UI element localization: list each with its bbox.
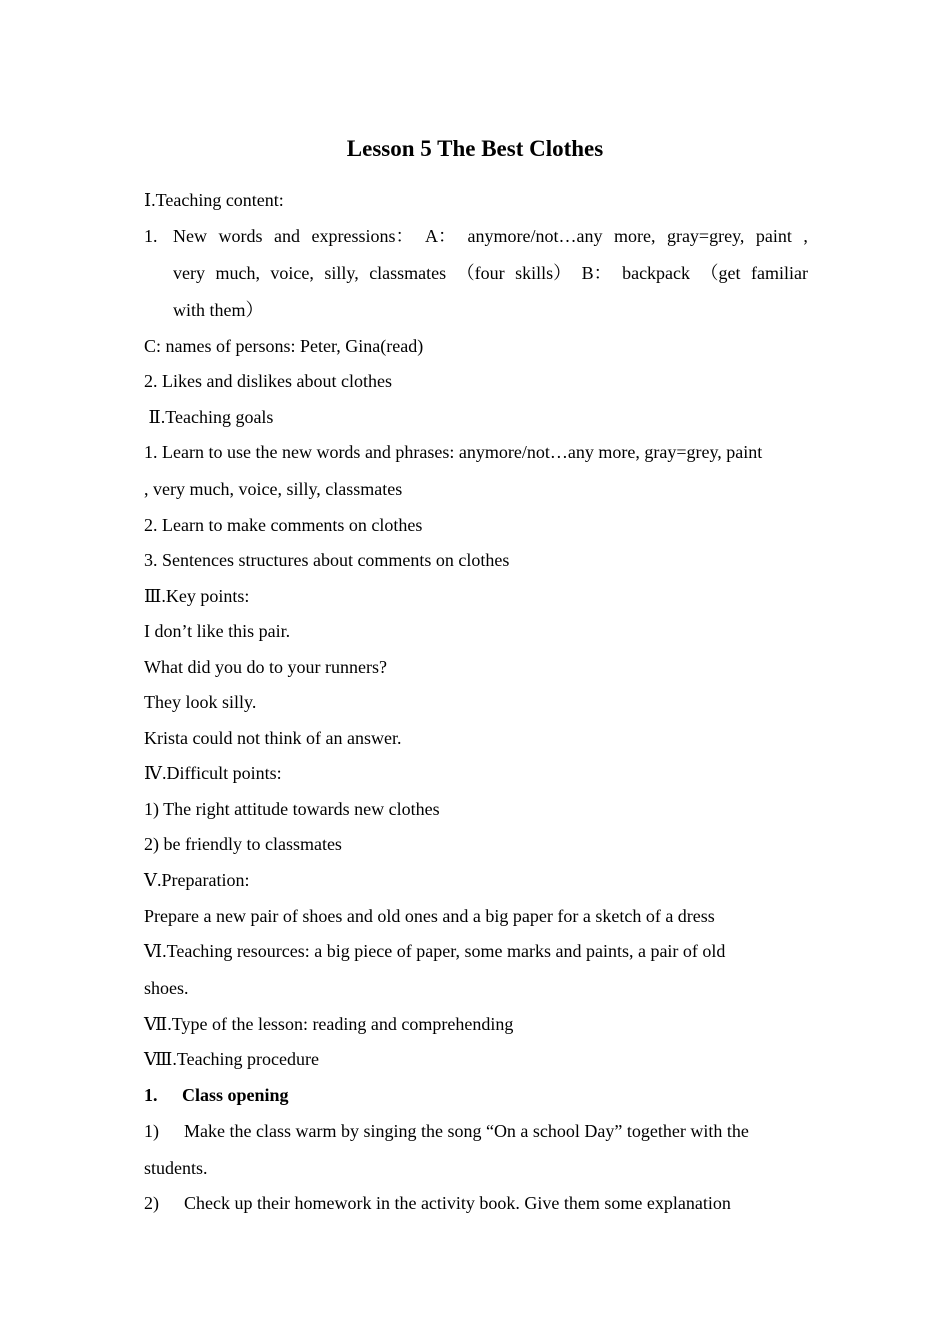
key-point-4: Krista could not think of an answer. (144, 728, 402, 748)
lesson-title: Lesson 5 The Best Clothes (346, 136, 604, 161)
word: expressions： (311, 226, 414, 246)
difficult-point-2: 2) be friendly to classmates (144, 834, 342, 854)
word: New (173, 226, 207, 246)
word: familiar (750, 263, 808, 283)
teaching-resources-line2: shoes. (144, 978, 189, 998)
sub1-number: 1) (144, 1121, 159, 1141)
item1-line1 (173, 224, 808, 248)
item-c: C: names of persons: Peter, Gina(read) (144, 336, 424, 356)
step1-label: Class opening (182, 1085, 289, 1105)
word: skills） (515, 263, 572, 283)
goal1-line1: 1. Learn to use the new words and phrases: anymore/not…any more, gray=grey, paint (144, 442, 763, 462)
lesson-type: Ⅶ.Type of the lesson: reading and comprehending (144, 1014, 514, 1034)
item1-line2 (173, 261, 808, 285)
teaching-procedure-heading: Ⅷ.Teaching procedure (144, 1049, 320, 1069)
word: gray=grey, (666, 226, 745, 246)
goal3: 3. Sentences structures about comments on clothes (144, 550, 510, 570)
preparation-text: Prepare a new pair of shoes and old ones and a big paper for a sketch of a dress (144, 906, 715, 926)
word: much, (215, 263, 260, 283)
key-point-1: I don’t like this pair. (144, 621, 291, 641)
preparation-heading: Ⅴ.Preparation: (144, 870, 250, 890)
goal2: 2. Learn to make comments on clothes (144, 515, 423, 535)
sub1-line1: Make the class warm by singing the song “On a school Day” together with the (184, 1121, 749, 1141)
word: silly, (324, 263, 359, 283)
word: A： (425, 226, 456, 246)
teaching-content-heading: Ⅰ.Teaching content: (144, 190, 284, 210)
item2: 2. Likes and dislikes about clothes (144, 371, 392, 391)
word: voice, (270, 263, 314, 283)
word: backpack (622, 263, 691, 283)
sub2-number: 2) (144, 1193, 159, 1213)
teaching-goals-heading: Ⅱ.Teaching goals (144, 407, 274, 427)
word: （get (700, 263, 741, 283)
key-point-3: They look silly. (144, 692, 257, 712)
teaching-resources-line1: Ⅵ.Teaching resources: a big piece of paper, some marks and paints, a pair of old (144, 941, 726, 961)
sub1-line2: students. (144, 1158, 208, 1178)
word: , (803, 226, 808, 246)
step1-number: 1. (144, 1085, 158, 1105)
key-point-2: What did you do to your runners? (144, 657, 387, 677)
word: more, (613, 226, 656, 246)
word: words (218, 226, 263, 246)
key-points-heading: Ⅲ.Key points: (144, 586, 250, 606)
word: paint (755, 226, 792, 246)
item1-number: 1. (144, 226, 158, 246)
word: anymore/not…any (467, 226, 603, 246)
word: and (274, 226, 300, 246)
word: classmates (369, 263, 447, 283)
item1-line3: with them） (173, 300, 264, 320)
goal1-line2: , very much, voice, silly, classmates (144, 479, 403, 499)
sub2-line1: Check up their homework in the activity book. Give them some explanation (184, 1193, 731, 1213)
word: （four (456, 263, 505, 283)
word: very (173, 263, 205, 283)
difficult-points-heading: Ⅳ.Difficult points: (144, 763, 282, 783)
difficult-point-1: 1) The right attitude towards new clothes (144, 799, 440, 819)
word: B： (581, 263, 612, 283)
